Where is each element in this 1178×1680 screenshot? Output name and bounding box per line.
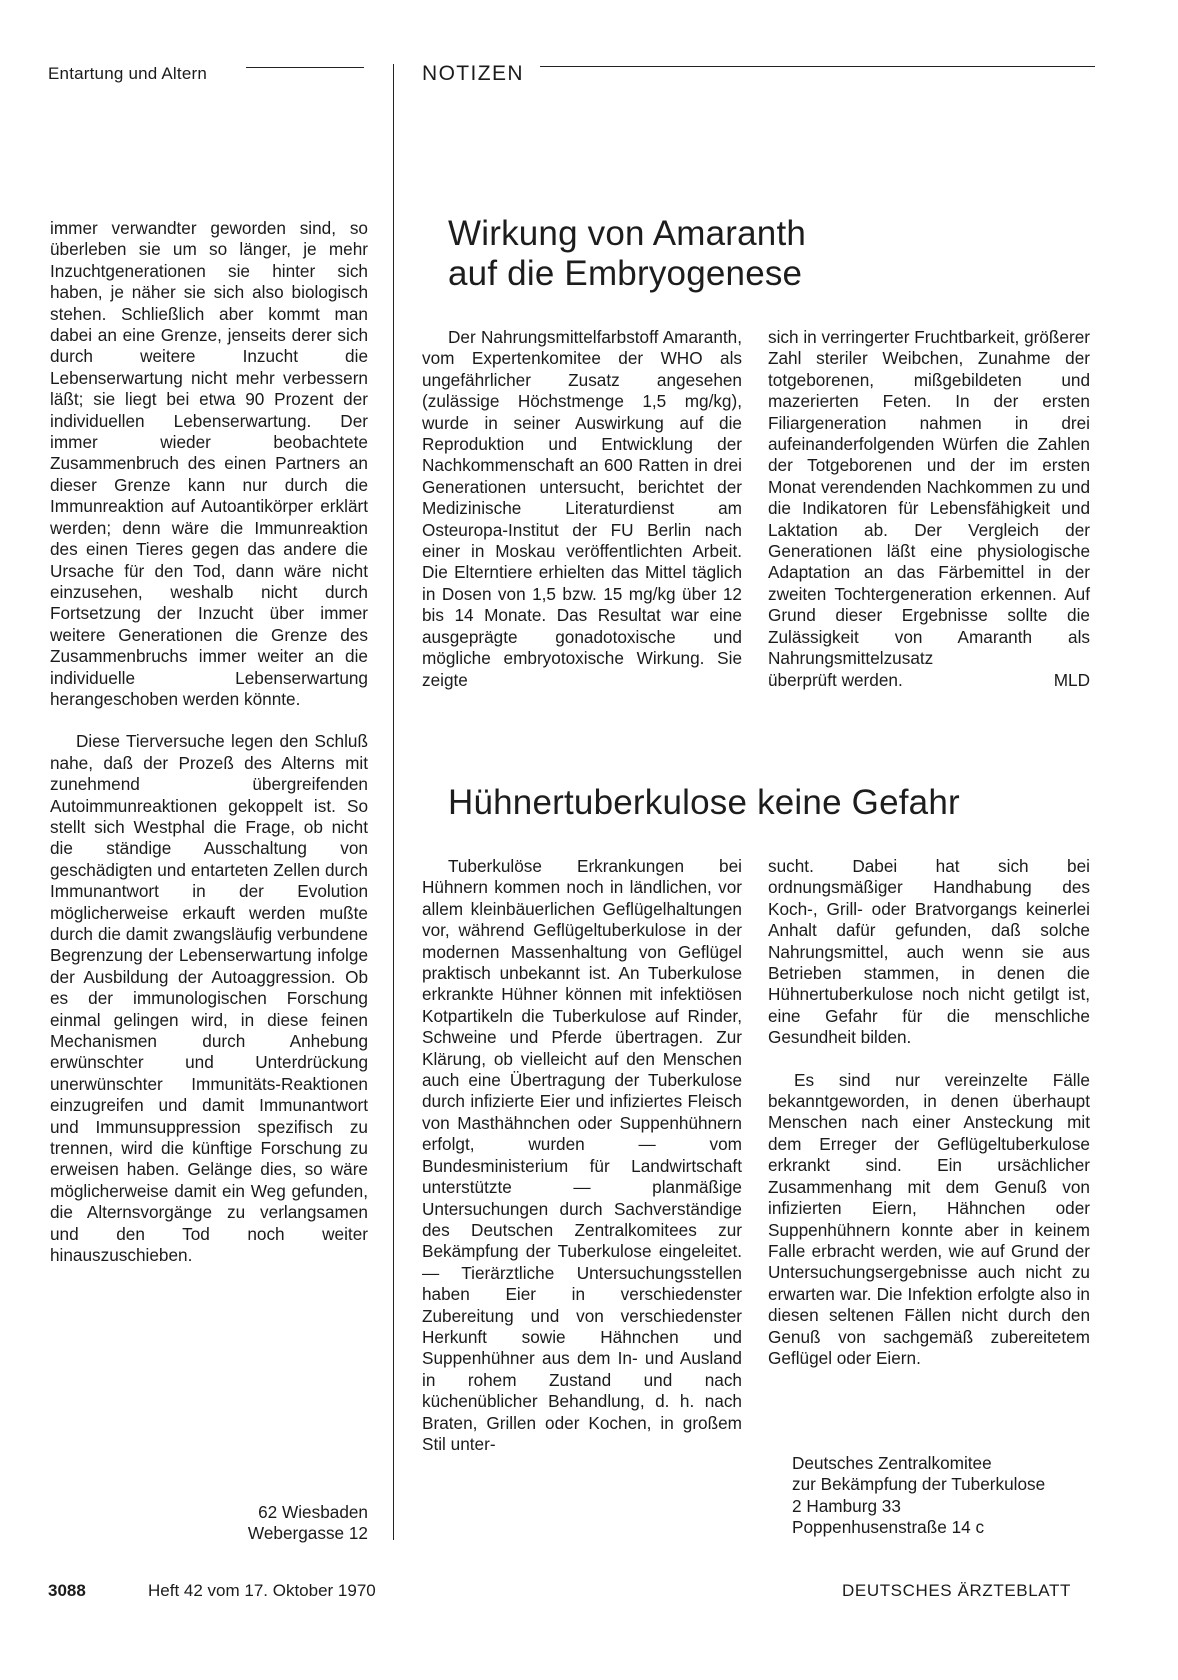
- article-paragraph: Tuberkulöse Erkrankungen bei Hühnern kommen noch in ländlichen, vor allem kleinbäuerlichen Geflügelhaltungen vor, während Geflügeltuberkulose in der modernen Massenhaltung von Geflügel praktisch unbekannt ist. An Tuberkulose erkrankte Hühner können mit infektiösen Kotpartikeln die Tuberkulose auf Rinder, Schweine und Pferde übertragen. Zur Klärung, ob vielleicht auf den Menschen auch eine Übertragung der Tuberkulose durch infizierte Eier und infiziertes Fleisch von Masthähnchen oder Suppenhühnern erfolgt, wurden — vom Bundesministerium für Landwirtschaft unterstützte — planmäßige Untersuchungen durch Sachverständige des Deutschen Zentralkomitees zur Bekämpfung der Tuberkulose eingeleitet. — Tierärztliche Untersuchungsstellen haben Eier in verschiedenster Zubereitung und von verschiedenster Herkunft sowie Hähnchen und Suppenhühner aus dem In- und Ausland in rohem Zustand und nach küchenüblicher Behandlung, d. h. nach Braten, Grillen oder Kochen, in großem Stil unter-: [422, 856, 742, 1454]
- article-paragraph: sucht. Dabei hat sich bei ordnungsmäßiger Handhabung des Koch-, Grill- oder Bratvorgangs keinerlei Anhalt dafür gefunden, daß solche Nahrungsmittel, auch wenn sie aus Betrieben stammen, in denen die Hühnertuberkulose noch nicht getilgt ist, eine Gefahr für die menschliche Gesundheit bilden.: [768, 856, 1090, 1048]
- address-line: Webergasse 12: [247, 1523, 368, 1544]
- article-last-line: überprüft werden.: [768, 669, 903, 690]
- column-divider: [393, 64, 394, 1540]
- address-line: Poppenhusenstraße 14 c: [792, 1517, 985, 1538]
- article-column: [422, 856, 742, 1455]
- article-paragraph: sich in verringerter Fruchtbarkeit, größerer Zahl steriler Weibchen, Zunahme der totgeborenen, mißgebildeten und mazerierten Feten. In der ersten Filiargeneration nahmen in drei aufeinanderfolgenden Würfen die Zahlen der Totgeborenen und der im ersten Monat verendenden Nachkommen zu und die Indikatoren für Lebensfähigkeit und Laktation ab. Der Vergleich der Generationen läßt eine physiologische Adaptation an das Färbemittel in der zweiten Tochtergeneration erkennen. Auf Grund dieser Ergebnisse sollte die Zulässigkeit von Amaranth als Nahrungsmittelzusatz: [768, 327, 1090, 669]
- issue-info: Heft 42 vom 17. Oktober 1970: [148, 1581, 376, 1600]
- author-address: [200, 1502, 368, 1545]
- address-line: 2 Hamburg 33: [792, 1495, 901, 1516]
- address-line: Deutsches Zentralkomitee: [792, 1453, 992, 1473]
- article-column: [768, 856, 1090, 1369]
- title-line: auf die Embryogenese: [448, 254, 803, 293]
- article-paragraph: Der Nahrungsmittelfarbstoff Amaranth, vom Expertenkomitee der WHO als ungefährlicher Zusatz angesehen (zulässige Höchstmenge 1,5 mg/kg), wurde in seiner Auswirkung auf die Reproduktion und Entwicklung der Nachkommenschaft an 600 Ratten in drei Generationen untersucht, berichtet der Medizinische Literaturdienst am Osteuropa-Institut der FU Berlin nach einer in Moskau veröffentlichten Arbeit. Die Elterntiere erhielten das Mittel täglich in Dosen von 1,5 bzw. 15 mg/kg über 12 bis 14 Monate. Das Resultat war eine ausgeprägte gonadotoxische und mögliche embryotoxische Wirkung. Sie zeigte: [422, 327, 742, 690]
- page-number: 3088: [48, 1581, 86, 1600]
- section-label: NOTIZEN: [422, 62, 524, 85]
- article-title: [448, 214, 1088, 294]
- left-column: [50, 218, 368, 1267]
- article-title: Hühnertuberkulose keine Gefahr: [448, 783, 960, 822]
- left-paragraph: Diese Tierversuche legen den Schluß nahe, daß der Prozeß des Alterns mit zunehmend übergreifenden Autoimmunreaktionen gekoppelt ist. So stellt sich Westphal die Frage, ob nicht die ständige Ausschaltung von geschädigten und entarteten Zellen durch Immunantwort in der Evolution möglicherweise erkauft werden mußte durch die damit zwangsläufig verbundene Begrenzung der Lebenserwartung infolge der Ausbildung der Autoaggression. Ob es der immunologischen Forschung einmal gelingen wird, in diese feinen Mechanismen durch Anhebung erwünschter und Unterdrückung unerwünschter Immunitäts-Reaktionen einzugreifen und damit Immunantwort und Immunsuppression spezifisch zu trennen, wird die künftige Forschung zu erweisen haben. Gelänge dies, so wäre möglicherweise damit ein Weg gefunden, die Alternsvorgänge zu verlangsamen und den Tod noch weiter hinauszuschieben.: [50, 731, 368, 1266]
- header-rule-left: [246, 67, 364, 68]
- running-title: Entartung und Altern: [48, 64, 208, 83]
- header-rule-right: [540, 66, 1095, 67]
- organization-address: [792, 1453, 1092, 1539]
- address-line: 62 Wiesbaden: [258, 1502, 368, 1522]
- address-line: zur Bekämpfung der Tuberkulose: [792, 1474, 1046, 1495]
- journal-name: DEUTSCHES ÄRZTEBLATT: [842, 1581, 1071, 1600]
- title-line: Wirkung von Amaranth: [448, 214, 807, 253]
- article-paragraph: Es sind nur vereinzelte Fälle bekanntgeworden, in denen überhaupt Menschen nach einer Ansteckung mit dem Erreger der Geflügeltuberkulose erkrankt sind. Ein ursächlicher Zusammenhang mit dem Genuß von infizierten Eiern, Hähnchen oder Suppenhühnern konnte aber in keinem Falle erbracht werden, wie auf Grund der Untersuchungsergebnisse auch nicht zu erwarten war. Die Infektion erfolgte also in diesen seltenen Fällen nicht durch den Genuß von sachgemäß zubereitetem Geflügel oder Eiern.: [768, 1069, 1090, 1368]
- article-column: [422, 327, 742, 691]
- author-signature: MLD: [1053, 669, 1090, 690]
- article-closing-line: [768, 670, 1090, 691]
- left-paragraph: immer verwandter geworden sind, so überleben sie um so länger, je mehr Inzuchtgenerationen sie hinter sich haben, je näher sie sich also biologisch stehen. Schließlich aber kommt man dabei an eine Grenze, jenseits derer sich durch weitere Inzucht die Lebenserwartung nicht mehr verbessern läßt; sie liegt bei etwa 90 Prozent der individuellen Lebenserwartung. Der immer wieder beobachtete Zusammenbruch des einen Partners an dieser Grenze kann nur durch die Immunreaktion auf Autoantikörper erklärt werden; denn wäre die Immunreaktion des einen Tieres gegen das andere die Ursache für den Tod, dann wäre nicht einzusehen, weshalb nicht durch Fortsetzung der Inzucht über immer weitere Generationen die Grenze des Zusammenbruchs immer weiter an die individuelle Lebenserwartung herangeschoben werden könnte.: [50, 218, 368, 709]
- article-column: [768, 327, 1090, 691]
